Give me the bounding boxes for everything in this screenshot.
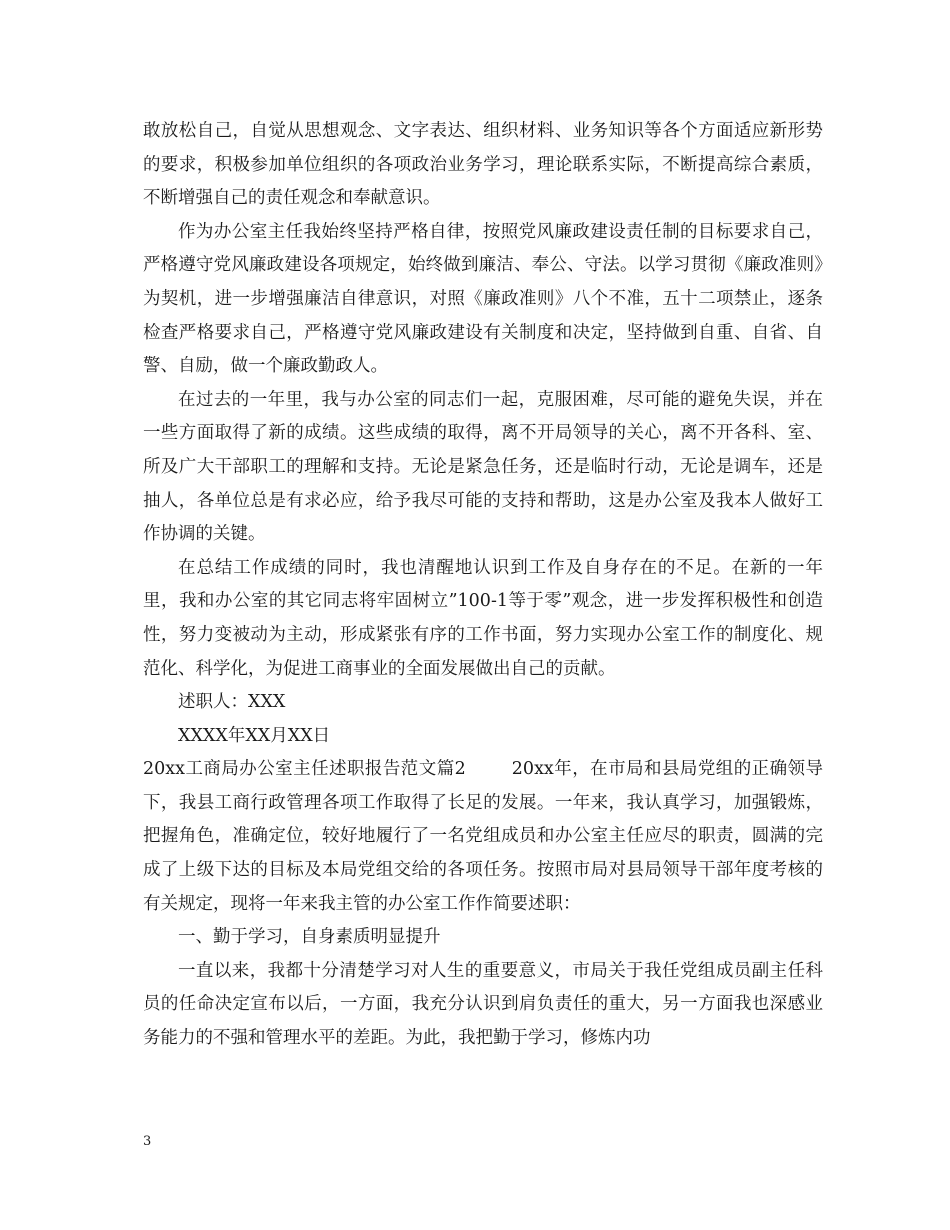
document-body — [143, 115, 823, 1056]
signature-line: 述职人：XXX — [178, 692, 286, 713]
paragraph-continued: 敢放松自己，自觉从思想观念、文字表达、组织材料、业务知识等各个方面适应新形势的要求，积极参加单位组织的各项政治业务学习，理论联系实际，不断提高综合素质，不断增强自己的责任观念和奉献意识。 — [143, 121, 823, 209]
paragraph-achievements: 在过去的一年里，我与办公室的同志们一起，克服困难，尽可能的避免失误，并在一些方面取得了新的成绩。这些成绩的取得，离不开局领导的关心，离不开各科、室、所及广大干部职工的理解和支持。无论是紧急任务，还是临时行动，无论是调车，还是抽人，各单位总是有求必应，给予我尽可能的支持和帮助，这是办公室及我本人做好工作协调的关键。 — [143, 389, 823, 545]
date-line: XXXX年XX月XX日 — [178, 725, 331, 746]
paragraph-self-discipline: 作为办公室主任我始终坚持严格自律，按照党风廉政建设责任制的目标要求自己，严格遵守党风廉政建设各项规定，始终做到廉洁、奉公、守法。以学习贯彻《廉政准则》为契机，进一步增强廉洁自律意识，对照《廉政准则》八个不准，五十二项禁止，逐条检查严格要求自己，严格遵守党风廉政建设有关制度和决定，坚持做到自重、自省、自警、自励，做一个廉政勤政人。 — [143, 221, 823, 377]
section-intro: 20xx年，在市局和县局党组的正确领导下，我县工商行政管理各项工作取得了长足的发展。一年来，我认真学习，加强锻炼，把握角色，准确定位，较好地履行了一名党组成员和办公室主任应尽的职责，圆满的完成了上级下达的目标及本局党组交给的各项任务。按照市局对县局领导干部年度考核的有关规定，现将一年来我主管的办公室工作作简要述职： — [143, 759, 824, 914]
section-title: 20xx工商局办公室主任述职报告范文篇2 — [143, 759, 466, 780]
page-number: 3 — [143, 1134, 152, 1149]
paragraph-shortcomings: 在总结工作成绩的同时，我也清醒地认识到工作及自身存在的不足。在新的一年里，我和办公室的其它同志将牢固树立”100-1等于零”观念，进一步发挥积极性和创造性，努力变被动为主动，形成紧张有序的工作书面，努力实现办公室工作的制度化、规范化、科学化，为促进工商事业的全面发展做出自己的贡献。 — [143, 557, 823, 679]
paragraph-study: 一直以来，我都十分清楚学习对人生的重要意义，市局关于我任党组成员副主任科员的任命决定宣布以后，一方面，我充分认识到肩负责任的重大，另一方面我也深感业务能力的不强和管理水平的差距。为此，我把勤于学习，修炼内功 — [143, 960, 823, 1049]
section-paragraph — [143, 753, 823, 921]
heading-study: 一、勤于学习，自身素质明显提升 — [178, 927, 441, 948]
